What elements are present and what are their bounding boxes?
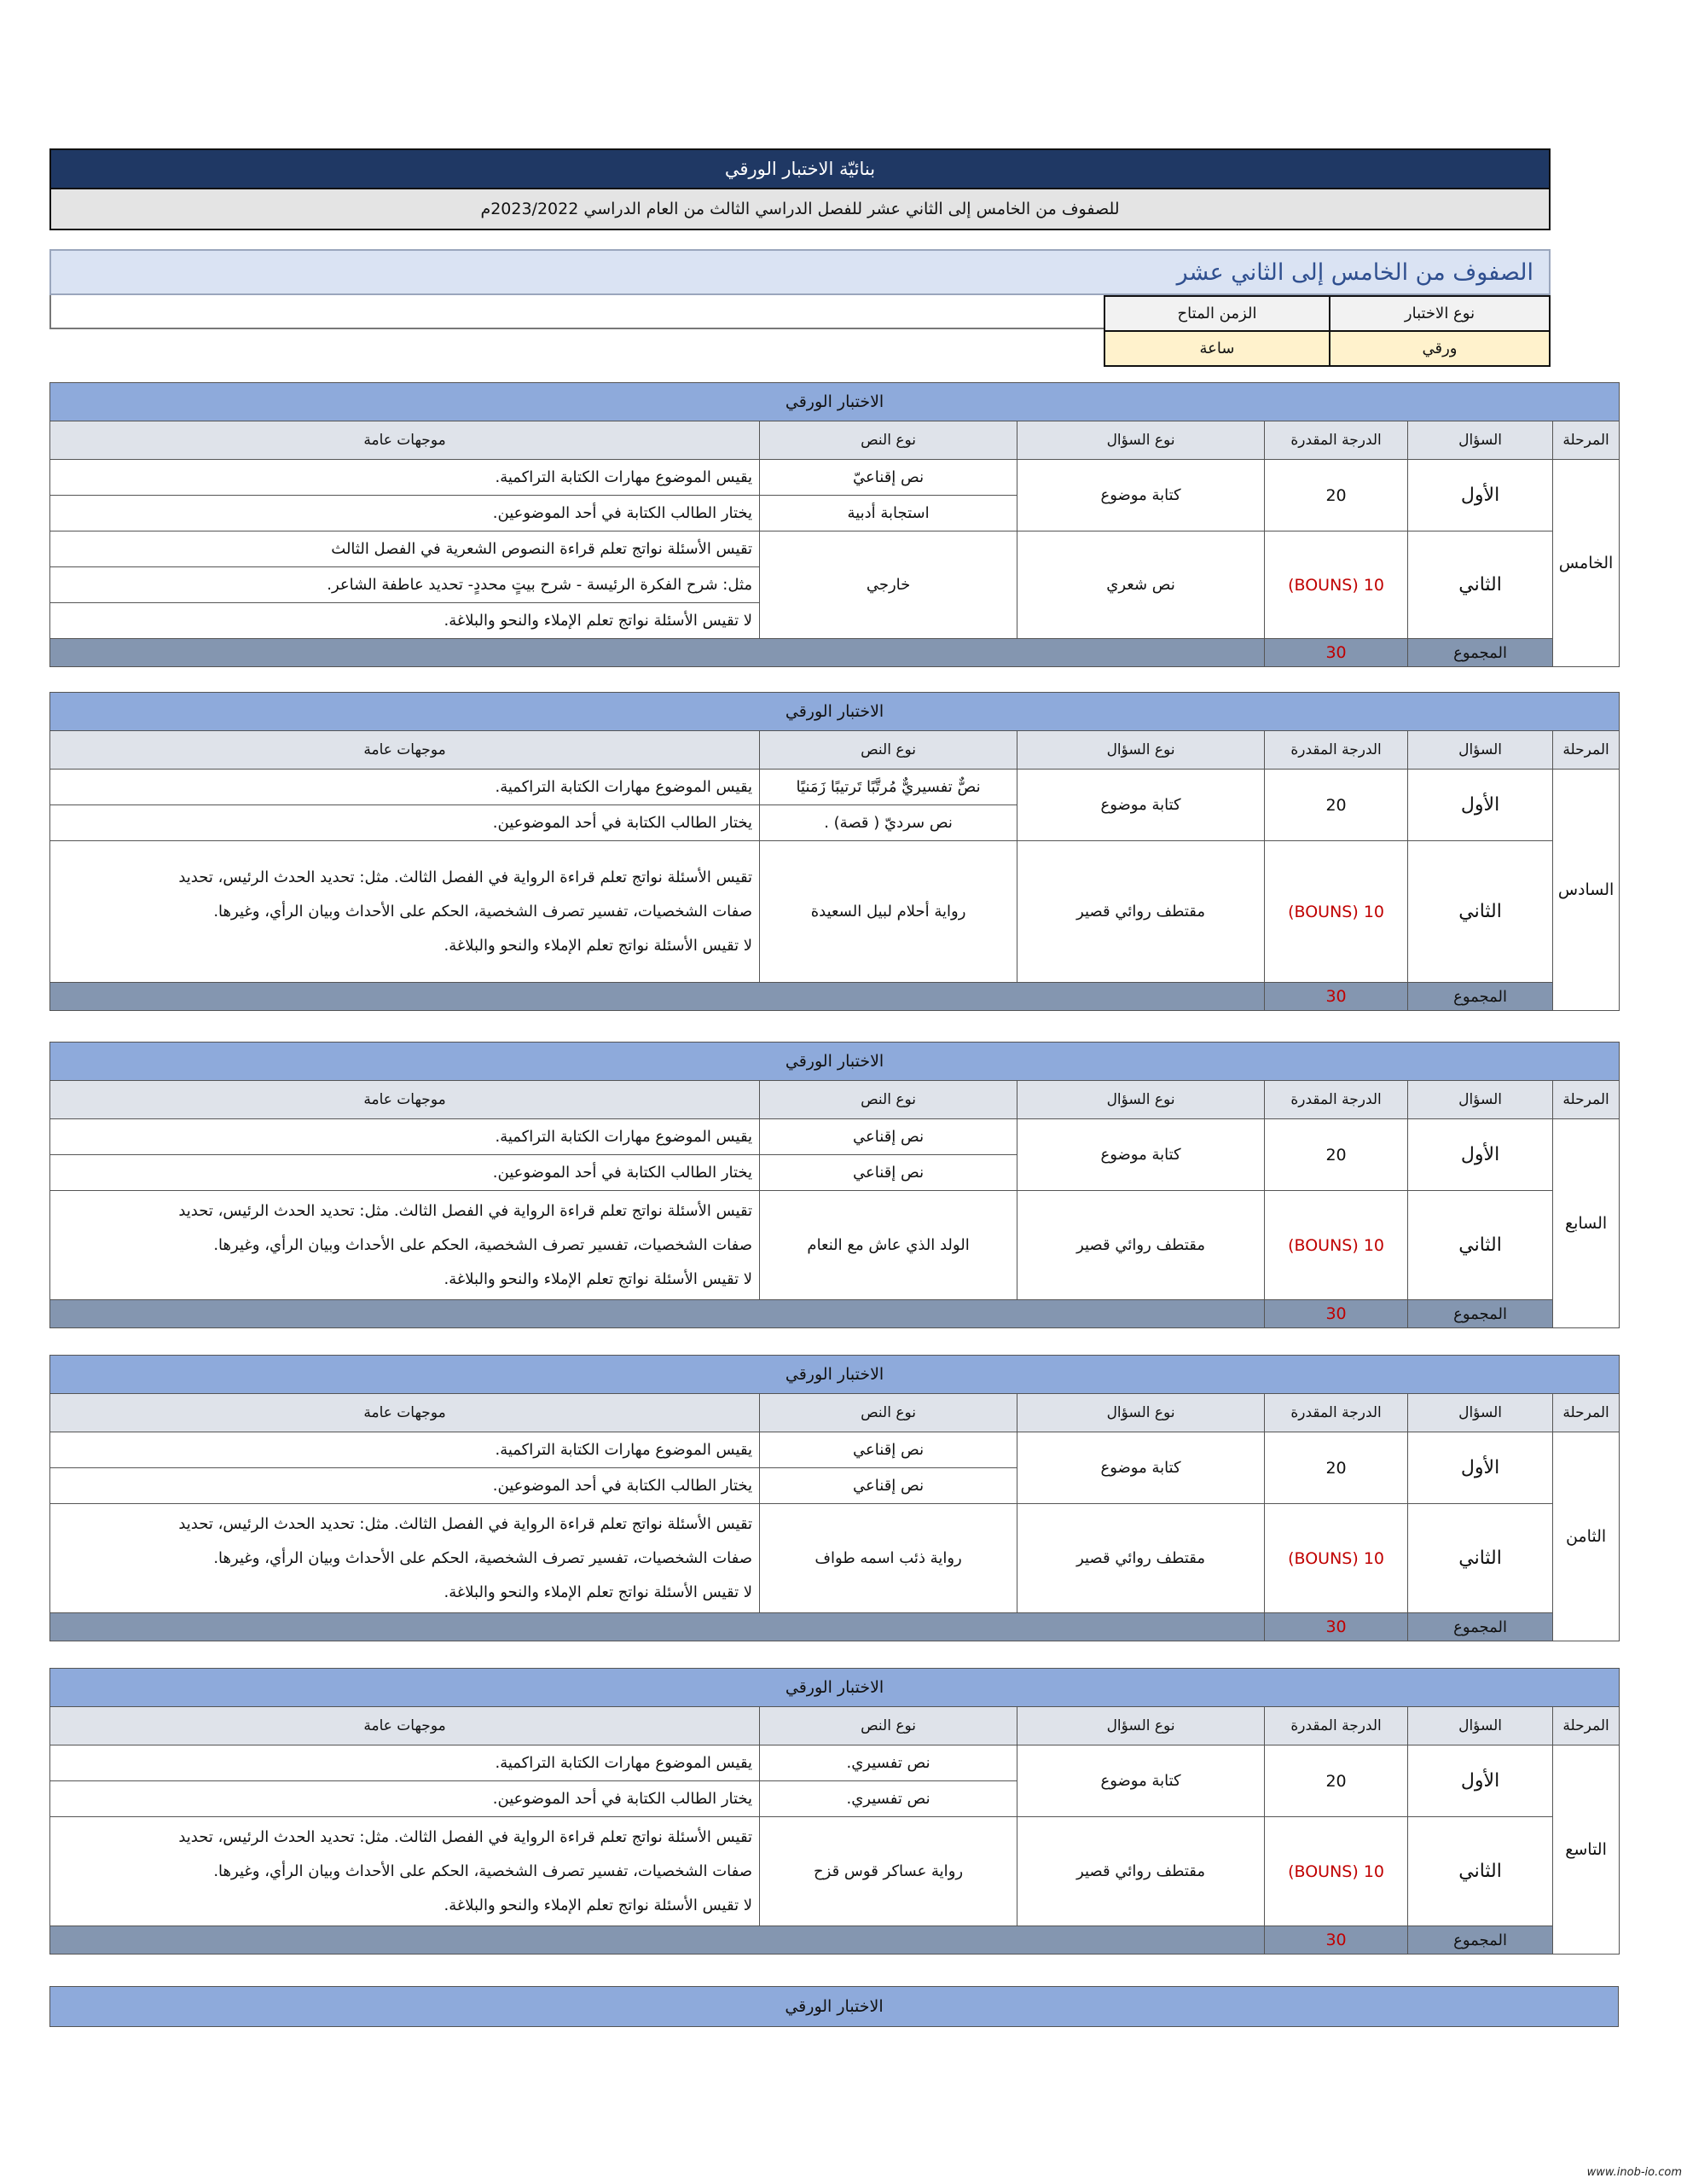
section-title: الاختبار الورقي [50,383,1620,421]
question-type-second: مقتطف روائي قصير [1017,1191,1265,1300]
guideline-block [50,841,760,983]
score-first: 20 [1265,1432,1408,1504]
text-type-option: نص إقناعيّ [760,460,1017,496]
col-stage: المرحلة [1553,1394,1620,1432]
section-title: الاختبار الورقي [50,1669,1620,1707]
question-first: الأول [1408,770,1553,841]
score-first: 20 [1265,770,1408,841]
score-second: 10 (BOUNS) [1265,1191,1408,1300]
guideline-line: يختار الطالب الكتابة في أحد الموضوعين. [50,805,760,841]
col-text-type: نوع النص [760,421,1017,460]
total-value: 30 [1265,1926,1408,1955]
stage-table [49,1668,1620,1955]
question-first: الأول [1408,1432,1553,1504]
guideline-line: لا تقيس الأسئلة نواتج تعلم الإملاء والنحو والبلاغة. [443,936,753,955]
col-question: السؤال [1408,731,1553,770]
question-first: الأول [1408,1745,1553,1817]
question-second: الثاني [1408,1817,1553,1926]
time-value: ساعة [1104,331,1330,366]
guideline-line: صفات الشخصيات، تفسير تصرف الشخصية، الحكم على الأحداث وبيان الرأي، وغيرها. [213,1862,753,1880]
text-type-second: رواية أحلام لبيل السعيدة [760,841,1017,983]
guideline-block [50,1817,760,1926]
col-question-type: نوع السؤال [1017,731,1265,770]
col-question: السؤال [1408,1081,1553,1119]
text-type-option: نص سرديّ ( قصة) . [760,805,1017,841]
guideline-line: يقيس الموضوع مهارات الكتابة التراكمية. [50,1432,760,1468]
col-question-type: نوع السؤال [1017,421,1265,460]
score-second: 10 (BOUNS) [1265,841,1408,983]
col-text-type: نوع النص [760,731,1017,770]
col-question-type: نوع السؤال [1017,1081,1265,1119]
question-type-second: نص شعري [1017,531,1265,639]
col-text-type: نوع النص [760,1081,1017,1119]
stage-table [49,382,1620,667]
guideline-line: يقيس الموضوع مهارات الكتابة التراكمية. [50,770,760,805]
col-stage: المرحلة [1553,731,1620,770]
guideline-line: صفات الشخصيات، تفسير تصرف الشخصية، الحكم على الأحداث وبيان الرأي، وغيرها. [213,902,753,921]
text-type-option: نص إقناعي [760,1119,1017,1155]
section-title: الاختبار الورقي [50,1043,1620,1081]
question-second: الثاني [1408,531,1553,639]
col-question: السؤال [1408,1707,1553,1745]
question-type-first: كتابة موضوع [1017,1432,1265,1504]
col-score: الدرجة المقدرة [1265,421,1408,460]
col-guidelines: موجهات عامة [50,731,760,770]
guideline-line: لا تقيس الأسئلة نواتج تعلم الإملاء والنحو والبلاغة. [50,603,760,639]
guideline-line: يختار الطالب الكتابة في أحد الموضوعين. [50,1155,760,1191]
question-type-first: كتابة موضوع [1017,1119,1265,1191]
total-value: 30 [1265,1300,1408,1328]
total-label: المجموع [1408,1926,1553,1955]
col-score: الدرجة المقدرة [1265,1707,1408,1745]
guideline-line: يختار الطالب الكتابة في أحد الموضوعين. [50,496,760,531]
total-filler [50,1926,1265,1955]
text-type-option: نص تفسيري. [760,1745,1017,1781]
total-label: المجموع [1408,639,1553,667]
guideline-line: يقيس الموضوع مهارات الكتابة التراكمية. [50,1119,760,1155]
question-second: الثاني [1408,1191,1553,1300]
time-label: الزمن المتاح [1104,296,1330,331]
score-first: 20 [1265,1745,1408,1817]
col-score: الدرجة المقدرة [1265,1394,1408,1432]
col-guidelines: موجهات عامة [50,1707,760,1745]
stage-name: الثامن [1553,1432,1620,1641]
score-second: 10 (BOUNS) [1265,1817,1408,1926]
score-second: 10 (BOUNS) [1265,531,1408,639]
stage-name: التاسع [1553,1745,1620,1955]
guideline-line: تقيس الأسئلة نواتج تعلم قراءة الرواية في الفصل الثالث. مثل: تحديد الحدث الرئيس، تحديد [178,1827,753,1846]
col-question-type: نوع السؤال [1017,1394,1265,1432]
col-score: الدرجة المقدرة [1265,1081,1408,1119]
question-type-second: مقتطف روائي قصير [1017,841,1265,983]
total-label: المجموع [1408,1613,1553,1641]
total-value: 30 [1265,1613,1408,1641]
guideline-line: يختار الطالب الكتابة في أحد الموضوعين. [50,1468,760,1504]
col-stage: المرحلة [1553,421,1620,460]
test-type-label: نوع الاختبار [1330,296,1550,331]
stage-name: السادس [1553,770,1620,1011]
banner-divider [49,295,1105,329]
question-first: الأول [1408,460,1553,531]
col-stage: المرحلة [1553,1081,1620,1119]
text-type-option: استجابة أدبية [760,496,1017,531]
text-type-option: نص إقناعي [760,1155,1017,1191]
guideline-line: لا تقيس الأسئلة نواتج تعلم الإملاء والنحو والبلاغة. [443,1896,753,1914]
section-title: الاختبار الورقي [49,1986,1619,2027]
watermark: www.inob-io.com [1586,2166,1682,2179]
guideline-line: مثل: شرح الفكرة الرئيسة - شرح بيتٍ محددٍ- تحديد عاطفة الشاعر. [50,567,760,603]
col-text-type: نوع النص [760,1394,1017,1432]
total-label: المجموع [1408,983,1553,1011]
guideline-line: يقيس الموضوع مهارات الكتابة التراكمية. [50,460,760,496]
test-type-value: ورقي [1330,331,1550,366]
question-second: الثاني [1408,841,1553,983]
col-guidelines: موجهات عامة [50,421,760,460]
question-type-first: كتابة موضوع [1017,770,1265,841]
grades-banner: الصفوف من الخامس إلى الثاني عشر [49,249,1551,295]
text-type-second: رواية عساكر قوس قزح [760,1817,1017,1926]
col-stage: المرحلة [1553,1707,1620,1745]
guideline-line: تقيس الأسئلة نواتج تعلم قراءة النصوص الشعرية في الفصل الثالث [50,531,760,567]
total-filler [50,983,1265,1011]
col-guidelines: موجهات عامة [50,1394,760,1432]
col-score: الدرجة المقدرة [1265,731,1408,770]
question-type-second: مقتطف روائي قصير [1017,1504,1265,1613]
score-second: 10 (BOUNS) [1265,1504,1408,1613]
col-guidelines: موجهات عامة [50,1081,760,1119]
col-text-type: نوع النص [760,1707,1017,1745]
stage-name: الخامس [1553,460,1620,667]
total-filler [50,639,1265,667]
total-filler [50,1300,1265,1328]
guideline-line: صفات الشخصيات، تفسير تصرف الشخصية، الحكم على الأحداث وبيان الرأي، وغيرها. [213,1548,753,1567]
guideline-line: صفات الشخصيات، تفسير تصرف الشخصية، الحكم على الأحداث وبيان الرأي، وغيرها. [213,1235,753,1254]
text-type-option: نص إقناعي [760,1468,1017,1504]
total-value: 30 [1265,639,1408,667]
question-type-first: كتابة موضوع [1017,1745,1265,1817]
question-second: الثاني [1408,1504,1553,1613]
stage-table [49,1355,1620,1641]
guideline-line: لا تقيس الأسئلة نواتج تعلم الإملاء والنحو والبلاغة. [443,1269,753,1288]
text-type-second: رواية ذئب اسمه طواف [760,1504,1017,1613]
score-first: 20 [1265,460,1408,531]
section-title: الاختبار الورقي [50,693,1620,731]
guideline-line: لا تقيس الأسئلة نواتج تعلم الإملاء والنحو والبلاغة. [443,1583,753,1601]
question-type-second: مقتطف روائي قصير [1017,1817,1265,1926]
question-type-first: كتابة موضوع [1017,460,1265,531]
stage-table [49,1042,1620,1328]
guideline-line: تقيس الأسئلة نواتج تعلم قراءة الرواية في الفصل الثالث. مثل: تحديد الحدث الرئيس، تحديد [178,1514,753,1533]
document-subtitle: للصفوف من الخامس إلى الثاني عشر للفصل الدراسي الثالث من العام الدراسي 2023/2022م [49,189,1551,230]
score-first: 20 [1265,1119,1408,1191]
total-filler [50,1613,1265,1641]
stage-name: السابع [1553,1119,1620,1328]
total-label: المجموع [1408,1300,1553,1328]
text-type-option: نصٌّ تفسيريٌّ مُرتَّبًا تَرتيبًا زَمَنيًا [760,770,1017,805]
guideline-line: تقيس الأسئلة نواتج تعلم قراءة الرواية في الفصل الثالث. مثل: تحديد الحدث الرئيس، تحديد [178,1201,753,1220]
text-type-option: نص تفسيري. [760,1781,1017,1817]
question-first: الأول [1408,1119,1553,1191]
test-info-table [1104,295,1551,367]
guideline-line: تقيس الأسئلة نواتج تعلم قراءة الرواية في الفصل الثالث. مثل: تحديد الحدث الرئيس، تحديد [178,868,753,886]
total-value: 30 [1265,983,1408,1011]
guideline-line: يقيس الموضوع مهارات الكتابة التراكمية. [50,1745,760,1781]
col-question: السؤال [1408,1394,1553,1432]
guideline-line: يختار الطالب الكتابة في أحد الموضوعين. [50,1781,760,1817]
stage-table [49,692,1620,1011]
section-title: الاختبار الورقي [50,1356,1620,1394]
text-type-second: الولد الذي عاش مع النعام [760,1191,1017,1300]
document-title: بنائيّة الاختبار الورقي [49,148,1551,189]
text-type-second: خارجي [760,531,1017,639]
text-type-option: نص إقناعي [760,1432,1017,1468]
guideline-block [50,1504,760,1613]
col-question-type: نوع السؤال [1017,1707,1265,1745]
col-question: السؤال [1408,421,1553,460]
guideline-block [50,1191,760,1300]
